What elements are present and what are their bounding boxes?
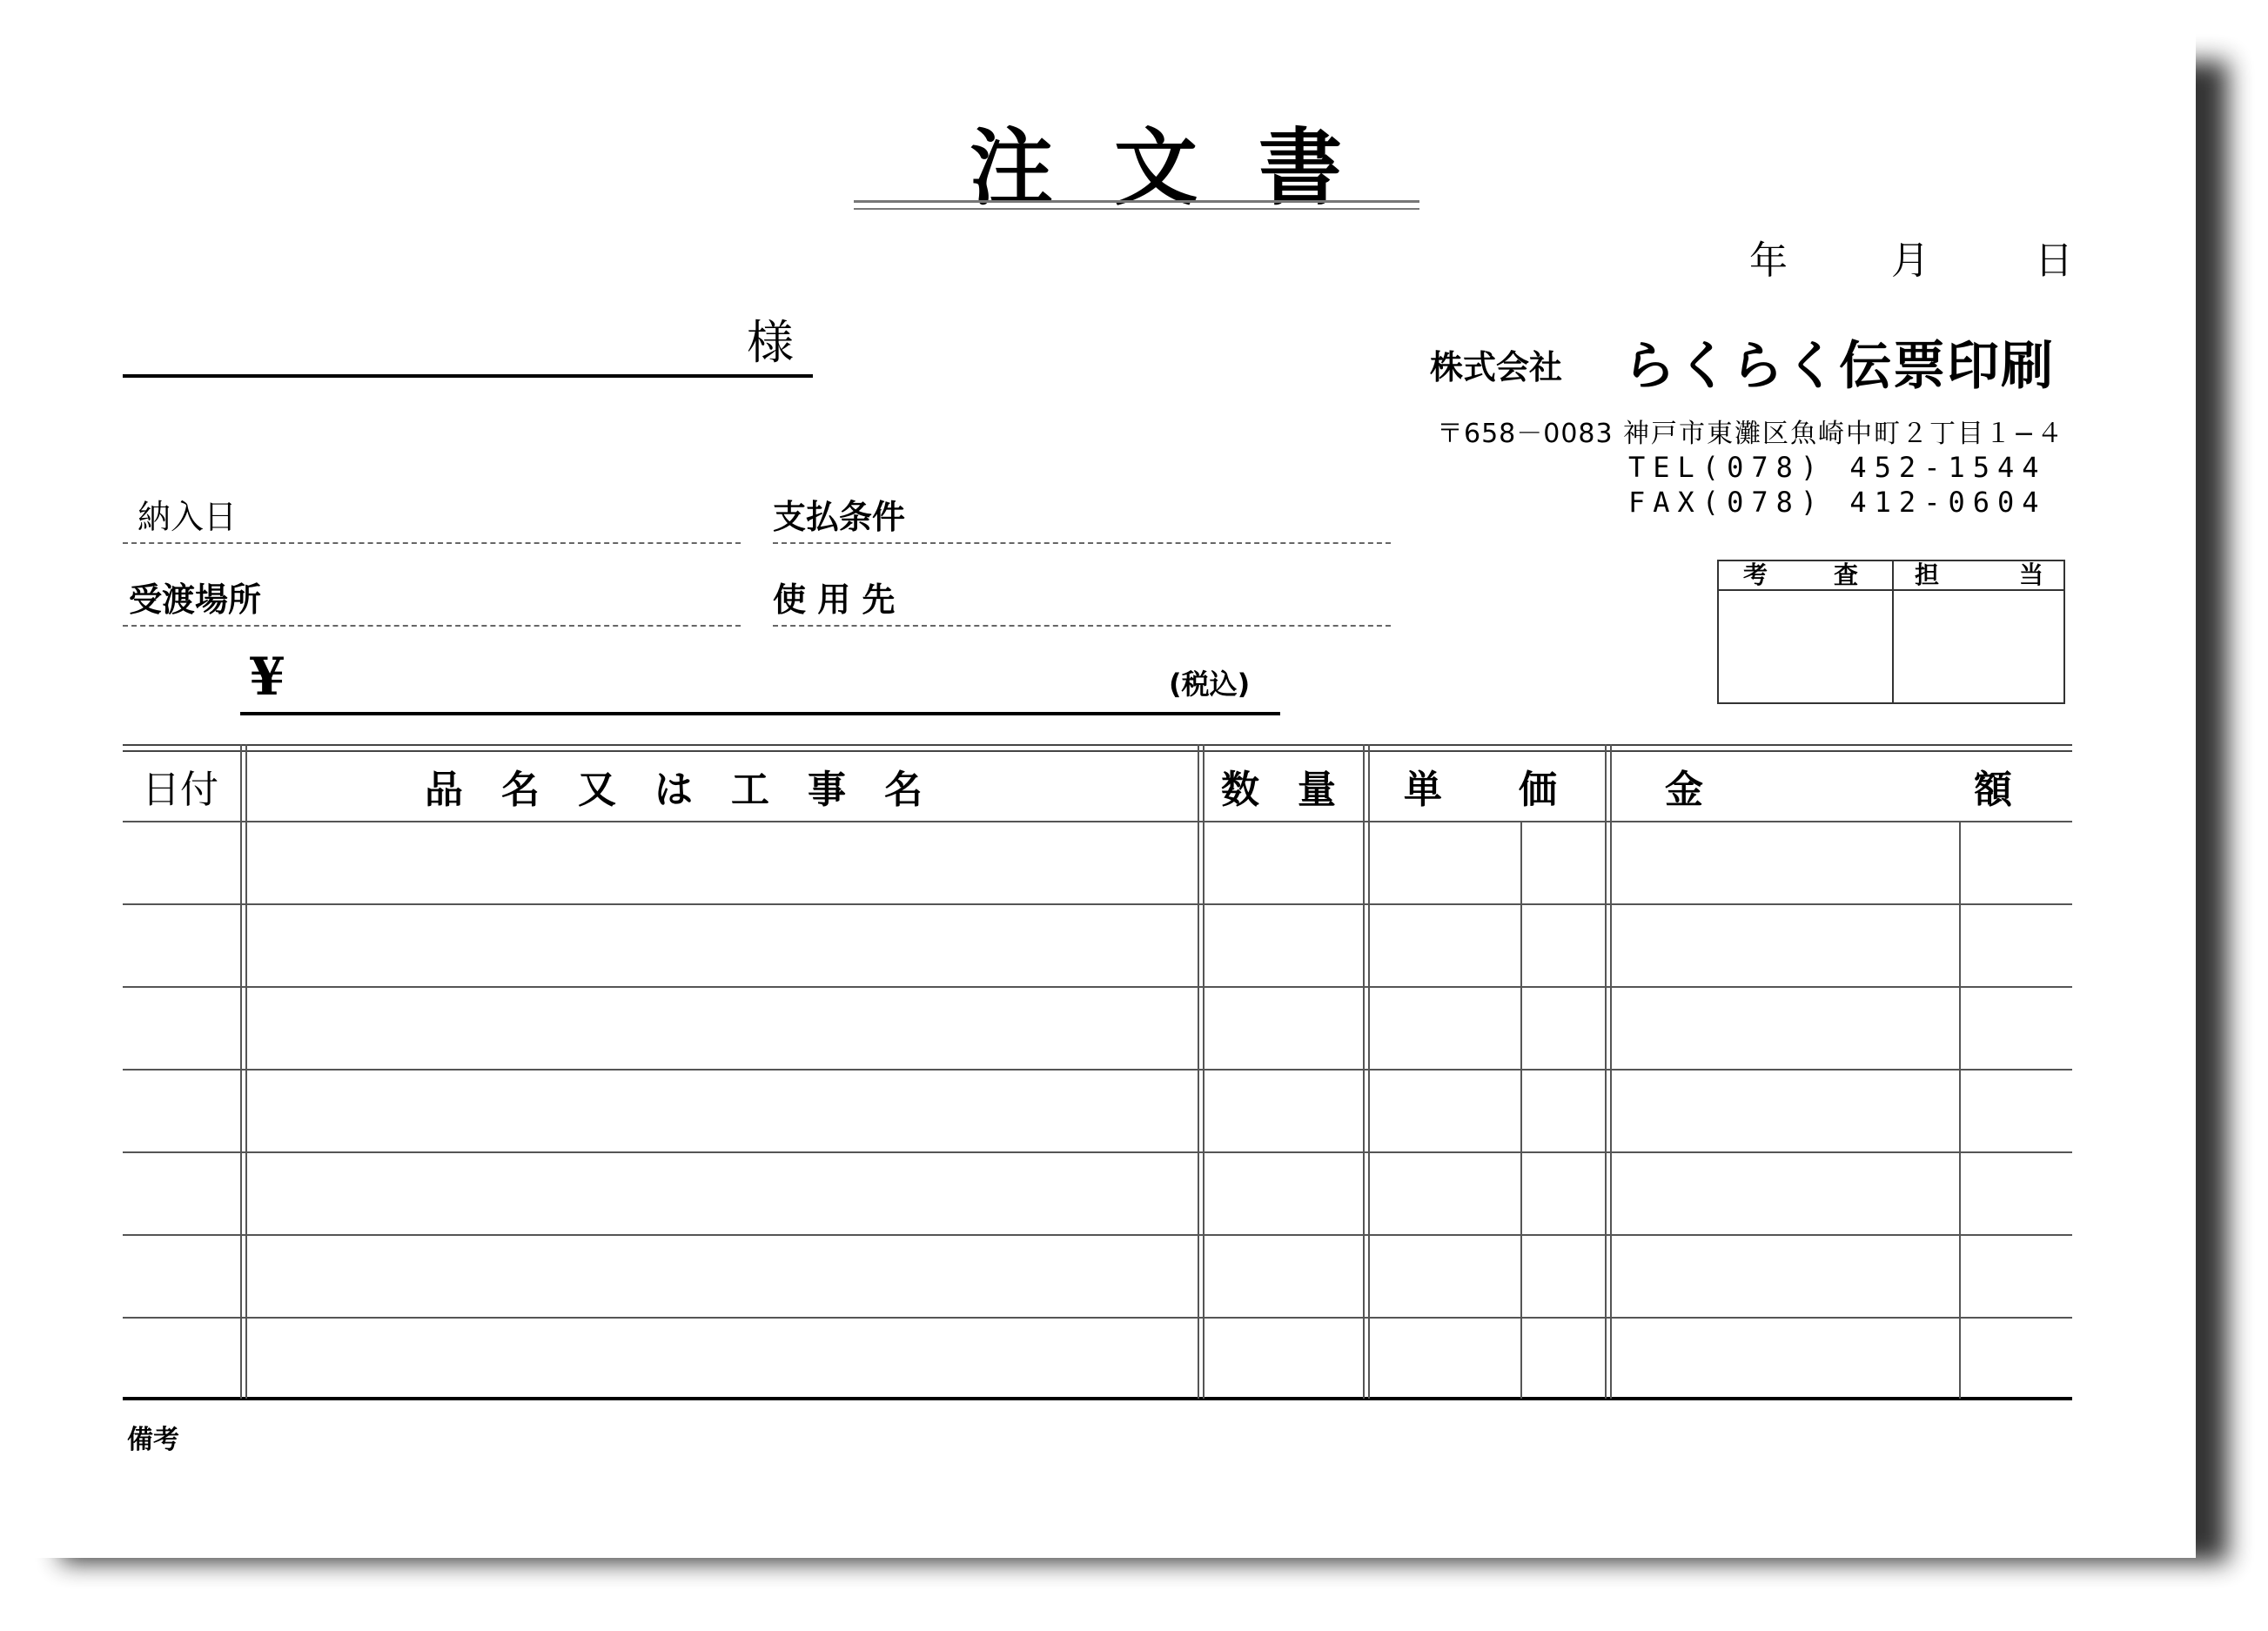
delivery-place-label: 受渡場所	[129, 580, 262, 619]
col-header-quantity: 数 量	[1221, 768, 1336, 812]
remarks-label: 備考	[127, 1425, 179, 1455]
approval-header-char: 査	[1834, 560, 1859, 589]
approval-divider	[1892, 561, 1894, 702]
table-row-line	[123, 1234, 2072, 1236]
amount-subdivider	[1959, 822, 1961, 1399]
company-name: らくらく伝票印刷	[1623, 336, 2055, 397]
date-year-label: 年	[1749, 238, 1788, 283]
destination-line	[773, 625, 1391, 627]
col-divider	[1198, 744, 1199, 1399]
unit-price-subdivider	[1520, 822, 1522, 1399]
col-header-item-name: 品 名 又 は 工 事 名	[425, 768, 923, 812]
table-row-line	[123, 1317, 2072, 1319]
yen-sign: ¥	[249, 647, 285, 708]
approval-header-char: 担	[1915, 560, 1940, 589]
page-title: 注文書	[970, 118, 1403, 217]
col-header-amount-2: 額	[1974, 768, 2012, 812]
approval-header-char: 考	[1743, 560, 1768, 589]
delivery-date-label: 納入日	[138, 498, 238, 536]
table-bottom-rule	[123, 1397, 2072, 1400]
delivery-date-line	[123, 542, 741, 544]
table-top-rule	[123, 744, 2072, 746]
approval-stamp-box	[1717, 560, 2065, 704]
col-divider	[1363, 744, 1365, 1399]
recipient-suffix: 様	[747, 315, 794, 370]
table-row-line	[123, 903, 2072, 905]
payment-terms-line	[773, 542, 1391, 544]
table-top-rule-2	[123, 750, 2072, 752]
recipient-line	[123, 374, 813, 378]
col-header-amount: 金	[1665, 768, 1703, 812]
col-header-date: 日付	[142, 768, 218, 812]
col-header-unit-price: 単 価	[1404, 768, 1557, 812]
delivery-place-line	[123, 625, 741, 627]
order-form-page	[29, 29, 2196, 1558]
tax-included-note: (税込)	[1169, 668, 1251, 701]
table-row-line	[123, 1151, 2072, 1153]
approval-header-char: 当	[2019, 560, 2044, 589]
company-fax: FAX(078) 412-0604	[1628, 486, 2047, 519]
company-tel: TEL(078) 452-1544	[1628, 451, 2047, 484]
date-month-label: 月	[1891, 238, 1929, 283]
amount-line	[240, 712, 1280, 715]
col-divider	[1610, 744, 1612, 1399]
col-divider	[1605, 744, 1607, 1399]
table-row-line	[123, 1069, 2072, 1071]
title-underline-2	[854, 208, 1419, 210]
col-divider	[1368, 744, 1370, 1399]
table-row-line	[123, 986, 2072, 988]
col-divider	[240, 744, 242, 1399]
destination-label: 使 用 先	[773, 580, 896, 619]
company-address: 神戸市東灘区魚崎中町２丁目１−４	[1623, 419, 2065, 449]
approval-header	[1719, 561, 2063, 591]
col-divider	[245, 744, 247, 1399]
table-header-rule	[123, 821, 2072, 822]
payment-terms-label: 支払条件	[773, 497, 906, 536]
date-day-label: 日	[2035, 238, 2073, 283]
title-underline	[854, 200, 1419, 203]
company-prefix: 株式会社	[1430, 348, 1563, 386]
company-postal: 〒658－0083	[1437, 419, 1614, 449]
col-divider	[1203, 744, 1204, 1399]
